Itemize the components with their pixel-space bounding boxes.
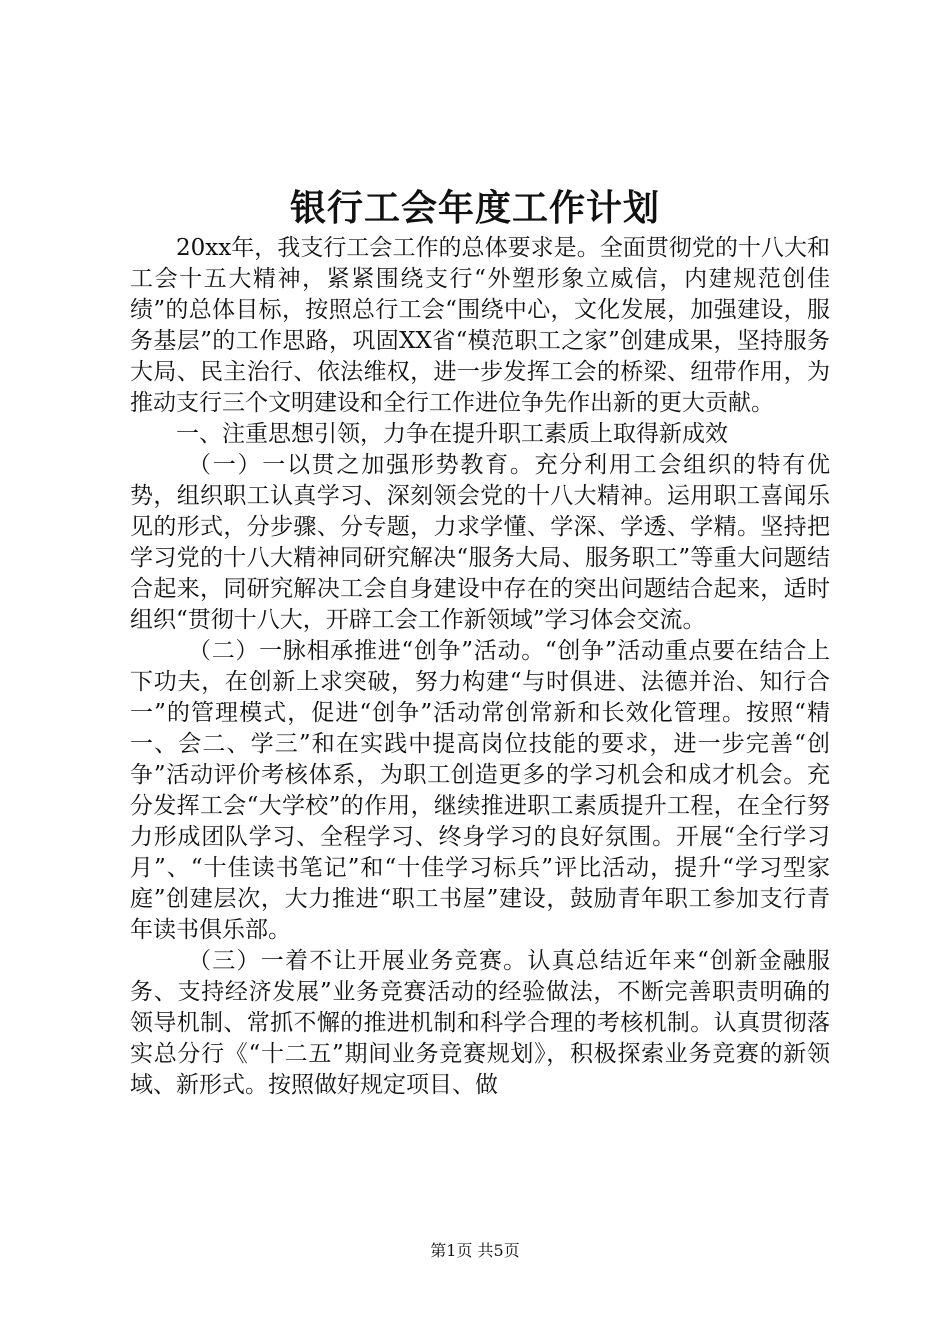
section-heading-1: 一、注重思想引领，力争在提升职工素质上取得新成效 [176, 421, 728, 447]
subsection-paragraph-2: （二）一脉相承推进“创争”活动。“创争”活动重点要在结合上下功夫，在创新上求突破，努力构建“与时俱进、法德并治、知行合一”的管理模式，促进“创争”活动常创常新和长效化管理。按照“精一、会二、学三”和在实践中提高岗位技能的要求，进一步完善“创争”活动评价考核体系，为职工创造更多的学习机会和成才机会。充分发挥工会“大学校”的作用，继续推进职工素质提升工程，在全行努力形成团队学习、全程学习、终身学习的良好氛围。开展“全行学习月”、“十佳读书笔记”和“十佳学习标兵”评比活动，提升“学习型家庭”创建层次，大力推进“职工书屋”建设，鼓励青年职工参加支行青年读书俱乐部。 [130, 638, 830, 943]
subsection-paragraph-3: （三）一着不让开展业务竞赛。认真总结近年来“创新金融服务、支持经济发展”业务竞赛活动的经验做法，不断完善职责明确的领导机制、常抓不懈的推进机制和科学合理的考核机制。认真贯彻落实总分行《“十二五”期间业务竞赛规划》，积极探索业务竞赛的新领域、新形式。按照做好规定项目、做 [130, 948, 830, 1098]
document-body [130, 233, 830, 1101]
document-title: 银行工会年度工作计划 [289, 187, 660, 229]
intro-paragraph: 20xx年，我支行工会工作的总体要求是。全面贯彻党的十八大和工会十五大精神，紧紧围绕支行“外塑形象立威信，内建规范创佳绩”的总体目标，按照总行工会“围绕中心，文化发展，加强建设，服务基层”的工作思路，巩固XX省“模范职工之家”创建成果，坚持服务大局、民主治行、依法维权，进一步发挥工会的桥梁、纽带作用，为推动支行三个文明建设和全行工作进位争先作出新的更大贡献。 [130, 235, 830, 416]
subsection-paragraph-1: （一）一以贯之加强形势教育。充分利用工会组织的特有优势，组织职工认真学习、深刻领会党的十八大精神。运用职工喜闻乐见的形式，分步骤、分专题，力求学懂、学深、学透、学精。坚持把学习党的十八大精神同研究解决“服务大局、服务职工”等重大问题结合起来，同研究解决工会自身建设中存在的突出问题结合起来，适时组织“贯彻十八大，开辟工会工作新领域”学习体会交流。 [130, 452, 830, 633]
page-footer: 第1页 共5页 [430, 1241, 520, 1260]
